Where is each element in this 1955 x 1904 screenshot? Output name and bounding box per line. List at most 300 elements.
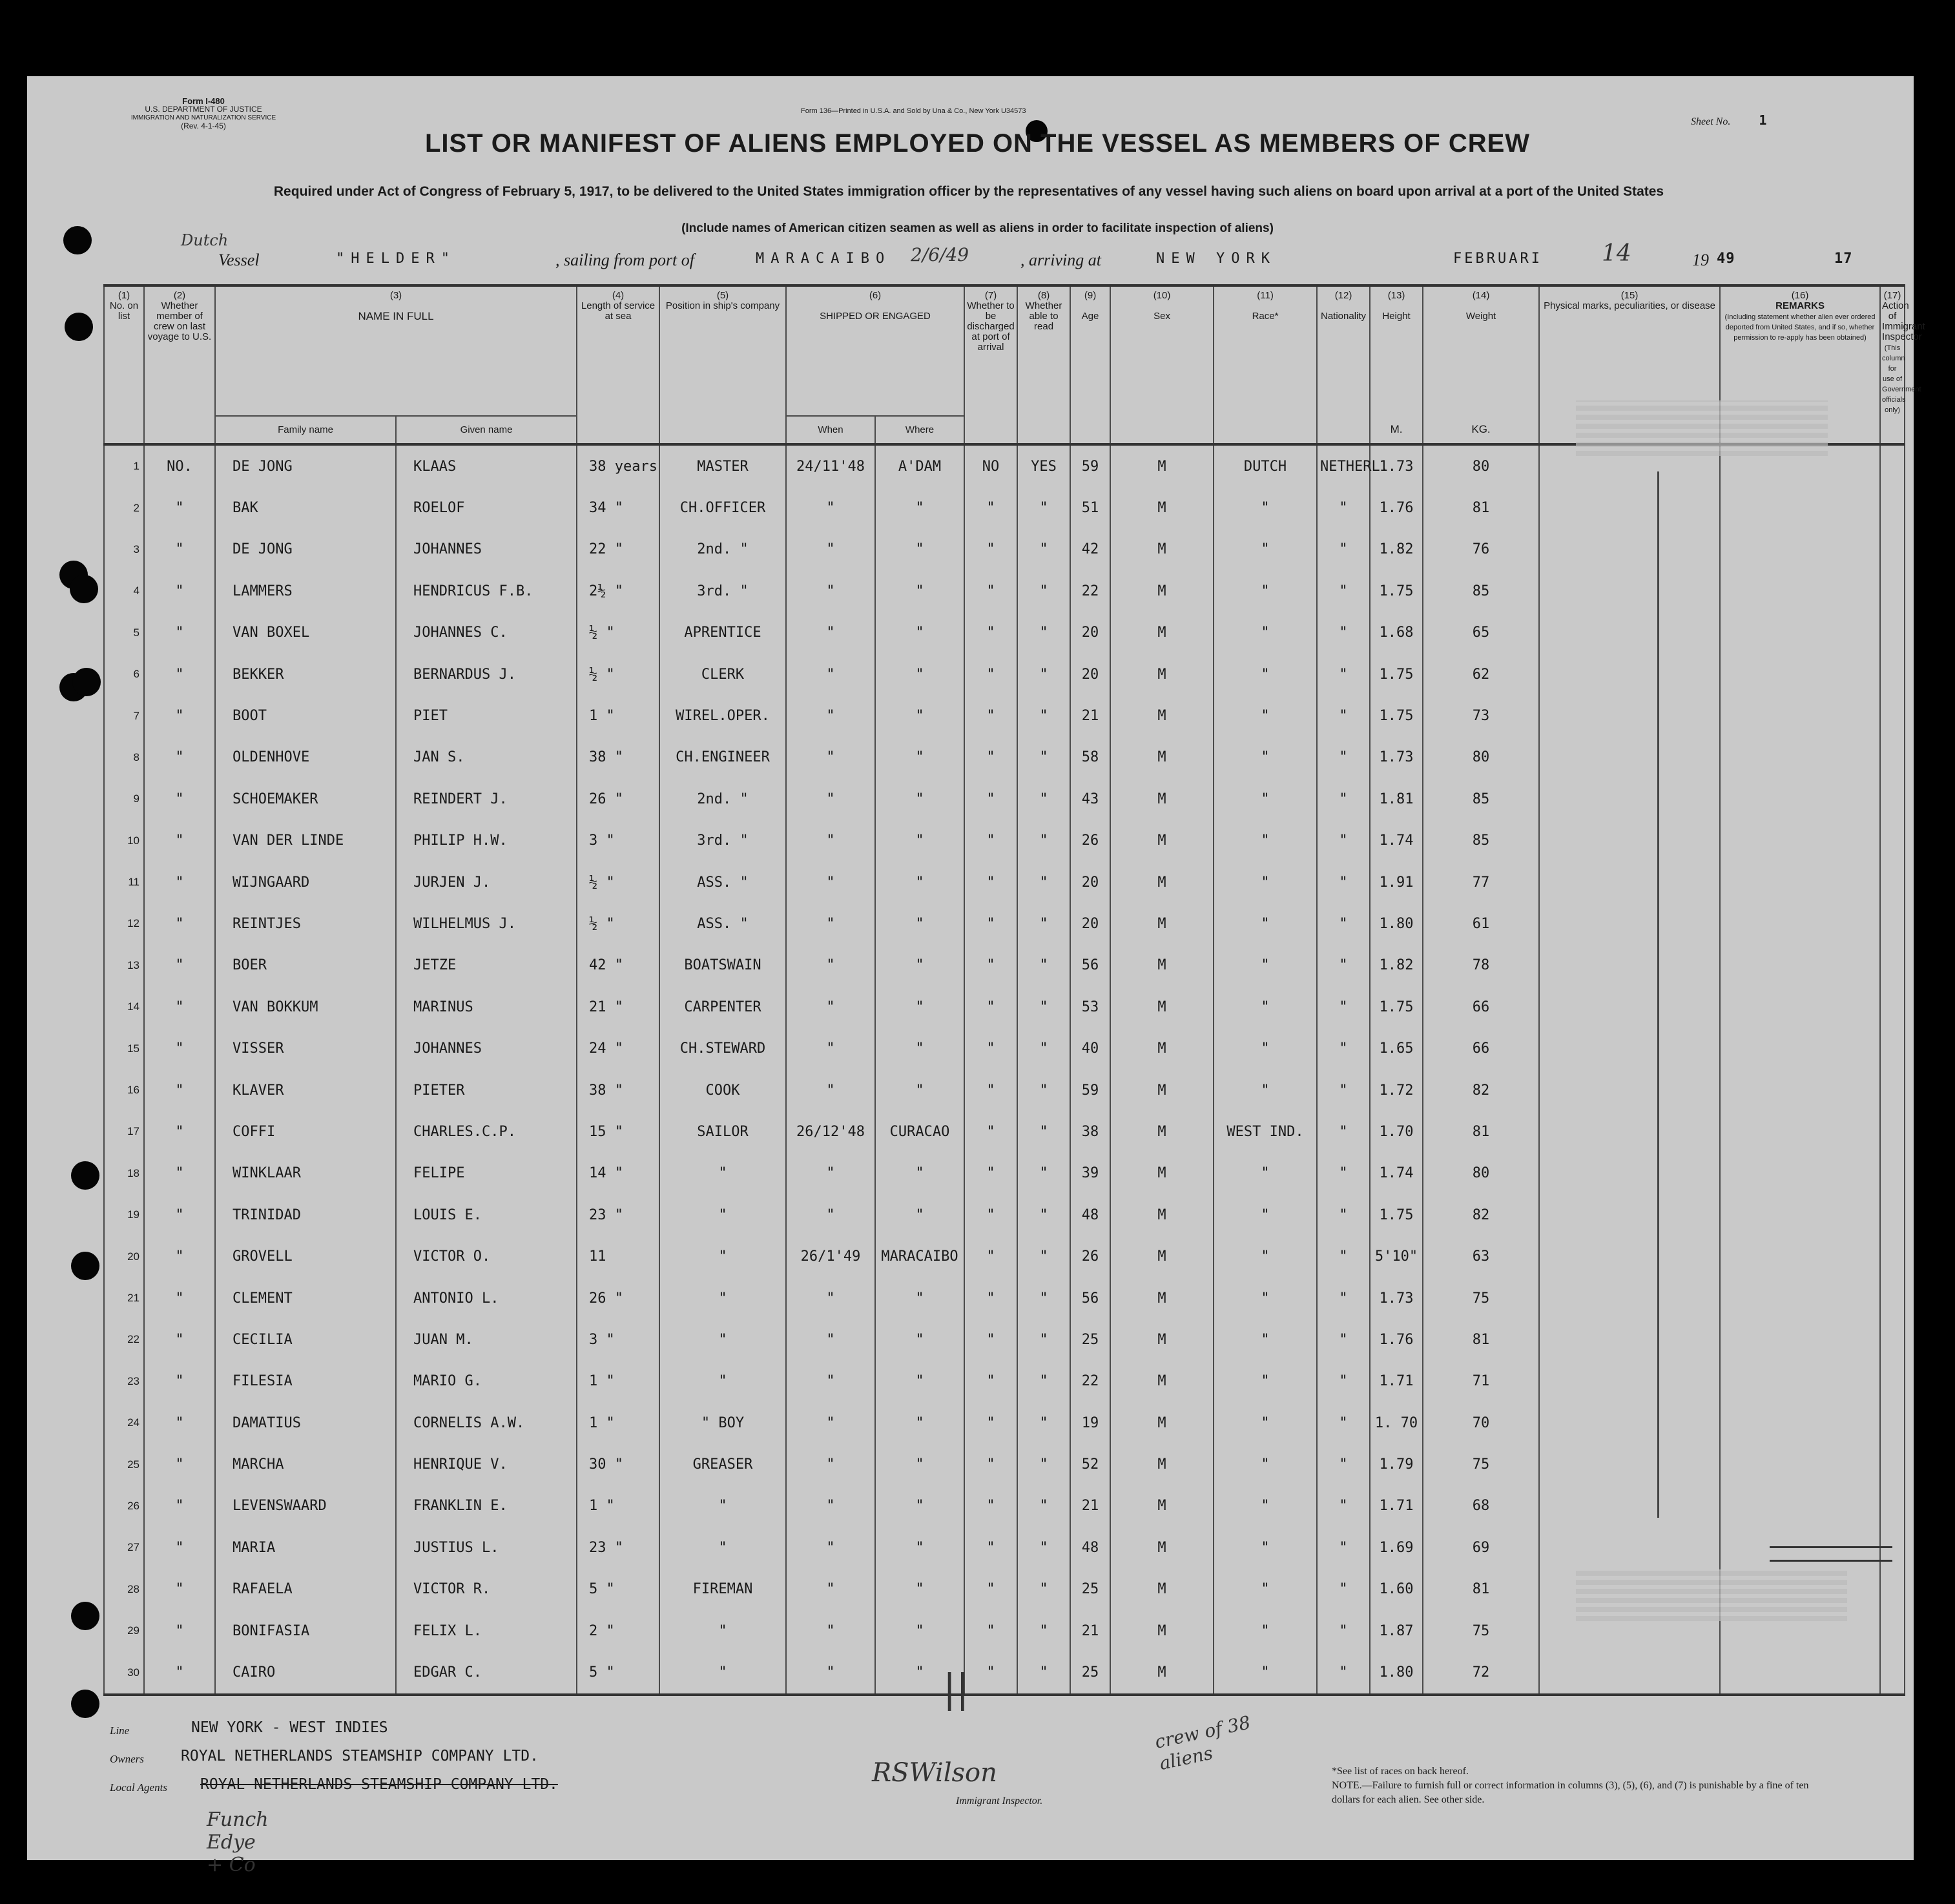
nationality-cell: " xyxy=(1317,1651,1370,1694)
family-name-cell: COFFI xyxy=(215,1111,396,1152)
remarks-cell xyxy=(1720,487,1880,528)
height-cell: 1.68 xyxy=(1370,612,1423,654)
year-prefix: 19 xyxy=(1692,251,1709,269)
age-cell: 22 xyxy=(1070,570,1110,612)
race-cell: " xyxy=(1214,1278,1317,1319)
department: U.S. DEPARTMENT OF JUSTICE xyxy=(145,105,262,114)
action-cell xyxy=(1880,1444,1905,1485)
position-cell: 3rd. " xyxy=(659,570,786,612)
position-cell: FIREMAN xyxy=(659,1569,786,1610)
family-name-cell: MARIA xyxy=(215,1527,396,1568)
row-number-cell: 9 xyxy=(104,778,144,820)
service-length-cell: 2 " xyxy=(577,1610,659,1651)
last-voyage-cell: " xyxy=(144,612,215,654)
weight-cell: 81 xyxy=(1423,487,1539,528)
shipped-where-cell: " xyxy=(875,1651,964,1694)
form-identifier xyxy=(97,97,310,130)
race-cell: " xyxy=(1214,1236,1317,1277)
position-cell: " xyxy=(659,1278,786,1319)
sex-cell: M xyxy=(1110,654,1214,695)
weight-cell: 82 xyxy=(1423,1194,1539,1236)
race-cell: " xyxy=(1214,1527,1317,1568)
height-cell: 1.65 xyxy=(1370,1028,1423,1069)
remarks-cell xyxy=(1720,945,1880,986)
race-cell: " xyxy=(1214,1651,1317,1694)
age-cell: 53 xyxy=(1070,986,1110,1028)
handwritten-date: 2/6/49 xyxy=(911,244,969,265)
nationality-cell: " xyxy=(1317,862,1370,903)
discharged-cell: " xyxy=(964,986,1017,1028)
height-cell: 1.82 xyxy=(1370,945,1423,986)
sex-cell: M xyxy=(1110,986,1214,1028)
col-number: (16) xyxy=(1791,290,1809,301)
row-number-cell: 8 xyxy=(104,737,144,778)
remarks-cell xyxy=(1720,1278,1880,1319)
weight-cell: 81 xyxy=(1423,1111,1539,1152)
family-name-cell: CAIRO xyxy=(215,1651,396,1694)
marks-cell xyxy=(1539,1651,1720,1694)
action-cell xyxy=(1880,1485,1905,1527)
last-voyage-cell: " xyxy=(144,1444,215,1485)
last-voyage-cell: " xyxy=(144,903,215,944)
shipped-when-cell: 24/11'48 xyxy=(786,444,875,487)
handwritten-nationality-note: Dutch xyxy=(181,231,229,249)
remarks-cell xyxy=(1720,903,1880,944)
height-cell: 1.75 xyxy=(1370,1194,1423,1236)
table-row xyxy=(104,1527,1905,1568)
table-row xyxy=(104,1111,1905,1152)
nationality-cell: " xyxy=(1317,654,1370,695)
sex-cell: M xyxy=(1110,945,1214,986)
given-name-cell: CORNELIS A.W. xyxy=(396,1402,577,1444)
marks-cell xyxy=(1539,1111,1720,1152)
shipped-where-cell: " xyxy=(875,529,964,570)
position-cell: 3rd. " xyxy=(659,820,786,862)
weight-cell: 76 xyxy=(1423,529,1539,570)
shipped-when-cell: " xyxy=(786,1651,875,1694)
last-voyage-cell: " xyxy=(144,1651,215,1694)
discharged-cell: " xyxy=(964,945,1017,986)
height-cell: 1.87 xyxy=(1370,1610,1423,1651)
remarks-cell xyxy=(1720,1402,1880,1444)
discharged-cell: " xyxy=(964,1651,1017,1694)
sex-cell: M xyxy=(1110,487,1214,528)
agents-handwritten-value: Funch Edye + Co xyxy=(207,1808,269,1876)
row-number-cell: 28 xyxy=(104,1569,144,1610)
col-number: (4) xyxy=(612,290,625,301)
given-name-cell: HENDRICUS F.B. xyxy=(396,570,577,612)
marks-cell xyxy=(1539,1402,1720,1444)
sex-cell: M xyxy=(1110,1402,1214,1444)
shipped-where-cell: " xyxy=(875,695,964,736)
sex-cell: M xyxy=(1110,903,1214,944)
line-value: NEW YORK - WEST INDIES xyxy=(191,1719,388,1736)
shipped-when-cell: " xyxy=(786,1153,875,1194)
weight-cell: 85 xyxy=(1423,820,1539,862)
vessel-label: Vessel xyxy=(218,251,260,269)
shipped-when-cell: " xyxy=(786,487,875,528)
remarks-cell xyxy=(1720,1444,1880,1485)
given-name-cell: FRANKLIN E. xyxy=(396,1485,577,1527)
col-header-name xyxy=(215,285,577,416)
able-to-read-cell: " xyxy=(1017,986,1070,1028)
position-cell: " BOY xyxy=(659,1402,786,1444)
shipped-when-cell: " xyxy=(786,1028,875,1069)
position-cell: CH.OFFICER xyxy=(659,487,786,528)
row-number-cell: 20 xyxy=(104,1236,144,1277)
last-voyage-cell: " xyxy=(144,1527,215,1568)
remarks-cell xyxy=(1720,1111,1880,1152)
able-to-read-cell: " xyxy=(1017,820,1070,862)
service-length-cell: 30 " xyxy=(577,1444,659,1485)
table-row xyxy=(104,737,1905,778)
race-cell: " xyxy=(1214,945,1317,986)
action-cell xyxy=(1880,903,1905,944)
marks-cell xyxy=(1539,778,1720,820)
able-to-read-cell: " xyxy=(1017,862,1070,903)
voyage-line xyxy=(181,231,1867,275)
position-cell: " xyxy=(659,1485,786,1527)
able-to-read-cell: " xyxy=(1017,1444,1070,1485)
shipped-when-cell: " xyxy=(786,737,875,778)
family-name-cell: BOOT xyxy=(215,695,396,736)
discharged-cell: " xyxy=(964,820,1017,862)
service-length-cell: 26 " xyxy=(577,1278,659,1319)
service-length-cell: ½ " xyxy=(577,612,659,654)
weight-cell: 75 xyxy=(1423,1278,1539,1319)
col-label: Age xyxy=(1081,311,1099,322)
able-to-read-cell: " xyxy=(1017,1111,1070,1152)
sex-cell: M xyxy=(1110,529,1214,570)
able-to-read-cell: " xyxy=(1017,1070,1070,1111)
table-row xyxy=(104,903,1905,944)
row-number-cell: 3 xyxy=(104,529,144,570)
family-name-cell: WIJNGAARD xyxy=(215,862,396,903)
position-cell: 2nd. " xyxy=(659,529,786,570)
footer-notes xyxy=(1332,1764,1823,1807)
action-cell xyxy=(1880,737,1905,778)
race-cell: " xyxy=(1214,570,1317,612)
arrival-month: FEBRUARI xyxy=(1453,251,1542,267)
marks-cell xyxy=(1539,612,1720,654)
table-row xyxy=(104,1485,1905,1527)
weight-cell: 75 xyxy=(1423,1610,1539,1651)
nationality-cell: " xyxy=(1317,820,1370,862)
discharged-cell: " xyxy=(964,1444,1017,1485)
col-number: (3) xyxy=(389,290,402,301)
discharged-cell: " xyxy=(964,1278,1017,1319)
row-number-cell: 18 xyxy=(104,1153,144,1194)
position-cell: " xyxy=(659,1610,786,1651)
col-label: Weight xyxy=(1465,311,1496,322)
row-number-cell: 25 xyxy=(104,1444,144,1485)
nationality-cell: " xyxy=(1317,1319,1370,1360)
shipped-where-cell: CURACAO xyxy=(875,1111,964,1152)
family-name-cell: FILESIA xyxy=(215,1361,396,1402)
shipped-where-cell: " xyxy=(875,1444,964,1485)
given-name-cell: JETZE xyxy=(396,945,577,986)
sex-cell: M xyxy=(1110,444,1214,487)
able-to-read-cell: " xyxy=(1017,487,1070,528)
height-cell: 1.72 xyxy=(1370,1070,1423,1111)
age-cell: 56 xyxy=(1070,945,1110,986)
revision: (Rev. 4-1-45) xyxy=(181,121,226,130)
discharged-cell: " xyxy=(964,1402,1017,1444)
able-to-read-cell: " xyxy=(1017,570,1070,612)
able-to-read-cell: " xyxy=(1017,1319,1070,1360)
vessel-name: "HELDER" xyxy=(336,251,456,267)
service-length-cell: 38 " xyxy=(577,737,659,778)
nationality-cell: " xyxy=(1317,1527,1370,1568)
table-row xyxy=(104,487,1905,528)
arriving-label: , arriving at xyxy=(1020,251,1101,269)
punch-hole xyxy=(72,668,101,696)
last-voyage-cell: " xyxy=(144,1485,215,1527)
col-number: (6) xyxy=(869,290,882,301)
discharged-cell: " xyxy=(964,737,1017,778)
age-cell: 56 xyxy=(1070,1278,1110,1319)
age-cell: 19 xyxy=(1070,1402,1110,1444)
remarks-cell xyxy=(1720,695,1880,736)
height-cell: 1.82 xyxy=(1370,529,1423,570)
position-cell: GREASER xyxy=(659,1444,786,1485)
last-voyage-cell: " xyxy=(144,1194,215,1236)
discharged-cell: " xyxy=(964,612,1017,654)
height-cell: 1.60 xyxy=(1370,1569,1423,1610)
able-to-read-cell: " xyxy=(1017,1527,1070,1568)
race-cell: " xyxy=(1214,862,1317,903)
able-to-read-cell: " xyxy=(1017,1361,1070,1402)
nationality-cell: " xyxy=(1317,1444,1370,1485)
sex-cell: M xyxy=(1110,695,1214,736)
marks-cell xyxy=(1539,1070,1720,1111)
row-number-cell: 23 xyxy=(104,1361,144,1402)
col-header-height xyxy=(1370,285,1423,416)
col-header-service xyxy=(577,285,659,416)
table-row xyxy=(104,654,1905,695)
given-name-cell: PIET xyxy=(396,695,577,736)
age-cell: 20 xyxy=(1070,612,1110,654)
discharged-cell: " xyxy=(964,1070,1017,1111)
form-number: Form I-480 xyxy=(182,96,225,106)
age-cell: 59 xyxy=(1070,444,1110,487)
able-to-read-cell: " xyxy=(1017,1028,1070,1069)
shipped-where-cell: " xyxy=(875,903,964,944)
discharged-cell: " xyxy=(964,1319,1017,1360)
shipped-where-cell: " xyxy=(875,654,964,695)
discharged-cell: " xyxy=(964,1485,1017,1527)
weight-cell: 72 xyxy=(1423,1651,1539,1694)
family-name-cell: MARCHA xyxy=(215,1444,396,1485)
marks-cell xyxy=(1539,737,1720,778)
able-to-read-cell: " xyxy=(1017,1194,1070,1236)
table-row xyxy=(104,820,1905,862)
family-name-cell: SCHOEMAKER xyxy=(215,778,396,820)
action-cell xyxy=(1880,444,1905,487)
position-cell: CH.ENGINEER xyxy=(659,737,786,778)
race-cell: " xyxy=(1214,1610,1317,1651)
family-name-cell: VAN BOXEL xyxy=(215,612,396,654)
race-cell: DUTCH xyxy=(1214,444,1317,487)
race-cell: " xyxy=(1214,903,1317,944)
remarks-stamp-top xyxy=(1576,400,1828,456)
given-name-cell: MARINUS xyxy=(396,986,577,1028)
shipped-when-cell: " xyxy=(786,529,875,570)
race-cell: " xyxy=(1214,986,1317,1028)
col-label: Action of Immigrant Inspector xyxy=(1882,300,1925,342)
sex-cell: M xyxy=(1110,1236,1214,1277)
punch-hole xyxy=(71,1161,99,1190)
weight-cell: 75 xyxy=(1423,1444,1539,1485)
given-name-cell: PIETER xyxy=(396,1070,577,1111)
action-cell xyxy=(1880,862,1905,903)
given-name-cell: KLAAS xyxy=(396,444,577,487)
race-cell: " xyxy=(1214,1485,1317,1527)
given-name-cell: JURJEN J. xyxy=(396,862,577,903)
marks-cell xyxy=(1539,1319,1720,1360)
height-cell: 1.73 xyxy=(1370,737,1423,778)
service-length-cell: 23 " xyxy=(577,1194,659,1236)
col-number: (5) xyxy=(716,290,729,301)
position-cell: " xyxy=(659,1153,786,1194)
action-cell xyxy=(1880,570,1905,612)
given-name-cell: MARIO G. xyxy=(396,1361,577,1402)
shipped-where-cell: " xyxy=(875,1194,964,1236)
marks-cell xyxy=(1539,862,1720,903)
remarks-cell xyxy=(1720,820,1880,862)
weight-cell: 81 xyxy=(1423,1569,1539,1610)
position-cell: WIREL.OPER. xyxy=(659,695,786,736)
family-name-cell: BOER xyxy=(215,945,396,986)
family-name-cell: GROVELL xyxy=(215,1236,396,1277)
col-number: (7) xyxy=(984,290,997,301)
col-header-discharged xyxy=(964,285,1017,416)
nationality-cell: " xyxy=(1317,945,1370,986)
table-row xyxy=(104,1402,1905,1444)
remarks-cell xyxy=(1720,612,1880,654)
col-label: Height xyxy=(1382,311,1411,322)
shipped-where-cell: " xyxy=(875,1527,964,1568)
action-cell xyxy=(1880,1111,1905,1152)
last-voyage-cell: " xyxy=(144,1402,215,1444)
shipped-where-cell: " xyxy=(875,986,964,1028)
nationality-cell: " xyxy=(1317,612,1370,654)
col-header-sex xyxy=(1110,285,1214,416)
action-cell xyxy=(1880,1402,1905,1444)
col-unit-height: M. xyxy=(1370,416,1423,444)
race-cell: " xyxy=(1214,737,1317,778)
struck-number-mark xyxy=(1770,1546,1892,1562)
row-number-cell: 26 xyxy=(104,1485,144,1527)
able-to-read-cell: " xyxy=(1017,903,1070,944)
race-cell: " xyxy=(1214,778,1317,820)
action-cell xyxy=(1880,1194,1905,1236)
able-to-read-cell: " xyxy=(1017,1236,1070,1277)
col-number: (13) xyxy=(1387,290,1405,301)
given-name-cell: FELIPE xyxy=(396,1153,577,1194)
action-cell xyxy=(1880,1651,1905,1694)
given-name-cell: HENRIQUE V. xyxy=(396,1444,577,1485)
row-number-cell: 27 xyxy=(104,1527,144,1568)
col-label: Whether able to read xyxy=(1025,300,1062,332)
remarks-cell xyxy=(1720,986,1880,1028)
table-row xyxy=(104,1444,1905,1485)
table-row xyxy=(104,1236,1905,1277)
age-cell: 58 xyxy=(1070,737,1110,778)
action-cell xyxy=(1880,1361,1905,1402)
height-cell: 1.71 xyxy=(1370,1361,1423,1402)
shipped-where-cell: " xyxy=(875,1278,964,1319)
able-to-read-cell: " xyxy=(1017,778,1070,820)
marks-cell xyxy=(1539,1278,1720,1319)
action-cell xyxy=(1880,1278,1905,1319)
given-name-cell: JOHANNES xyxy=(396,1028,577,1069)
height-cell: 1.70 xyxy=(1370,1111,1423,1152)
age-cell: 59 xyxy=(1070,1070,1110,1111)
action-cell xyxy=(1880,1610,1905,1651)
punch-hole xyxy=(65,313,93,341)
race-cell: " xyxy=(1214,487,1317,528)
row-number-cell: 22 xyxy=(104,1319,144,1360)
given-name-cell: LOUIS E. xyxy=(396,1194,577,1236)
discharged-cell: " xyxy=(964,1236,1017,1277)
nationality-cell: " xyxy=(1317,529,1370,570)
col-unit-weight: KG. xyxy=(1423,416,1539,444)
height-cell: 1.76 xyxy=(1370,1319,1423,1360)
height-cell: 1.71 xyxy=(1370,1485,1423,1527)
col-sub-where: Where xyxy=(875,416,964,444)
owners-field xyxy=(110,1748,539,1785)
shipped-when-cell: " xyxy=(786,903,875,944)
weight-cell: 73 xyxy=(1423,695,1539,736)
shipped-when-cell: " xyxy=(786,1278,875,1319)
service-length-cell: 14 " xyxy=(577,1153,659,1194)
age-cell: 22 xyxy=(1070,1361,1110,1402)
weight-cell: 66 xyxy=(1423,986,1539,1028)
age-cell: 48 xyxy=(1070,1527,1110,1568)
age-cell: 21 xyxy=(1070,695,1110,736)
marks-cell xyxy=(1539,654,1720,695)
marks-cell xyxy=(1539,570,1720,612)
given-name-cell: FELIX L. xyxy=(396,1610,577,1651)
shipped-when-cell: " xyxy=(786,1402,875,1444)
race-cell: " xyxy=(1214,820,1317,862)
family-name-cell: CECILIA xyxy=(215,1319,396,1360)
family-name-cell: LEVENSWAARD xyxy=(215,1485,396,1527)
last-voyage-cell: " xyxy=(144,778,215,820)
table-row xyxy=(104,1319,1905,1360)
nationality-cell: " xyxy=(1317,778,1370,820)
service-length-cell: ½ " xyxy=(577,903,659,944)
last-voyage-cell: " xyxy=(144,945,215,986)
table-row xyxy=(104,529,1905,570)
able-to-read-cell: " xyxy=(1017,737,1070,778)
marks-cell xyxy=(1539,1236,1720,1277)
service-length-cell: 5 " xyxy=(577,1651,659,1694)
given-name-cell: CHARLES.C.P. xyxy=(396,1111,577,1152)
sex-cell: M xyxy=(1110,1319,1214,1360)
service-length-cell: 26 " xyxy=(577,778,659,820)
sex-cell: M xyxy=(1110,612,1214,654)
shipped-where-cell: " xyxy=(875,570,964,612)
last-voyage-cell: " xyxy=(144,695,215,736)
remarks-cell xyxy=(1720,1070,1880,1111)
col-number: (1) xyxy=(118,290,130,301)
col-header-marks xyxy=(1539,285,1720,416)
last-voyage-cell: " xyxy=(144,1028,215,1069)
position-cell: " xyxy=(659,1651,786,1694)
given-name-cell: JUAN M. xyxy=(396,1319,577,1360)
